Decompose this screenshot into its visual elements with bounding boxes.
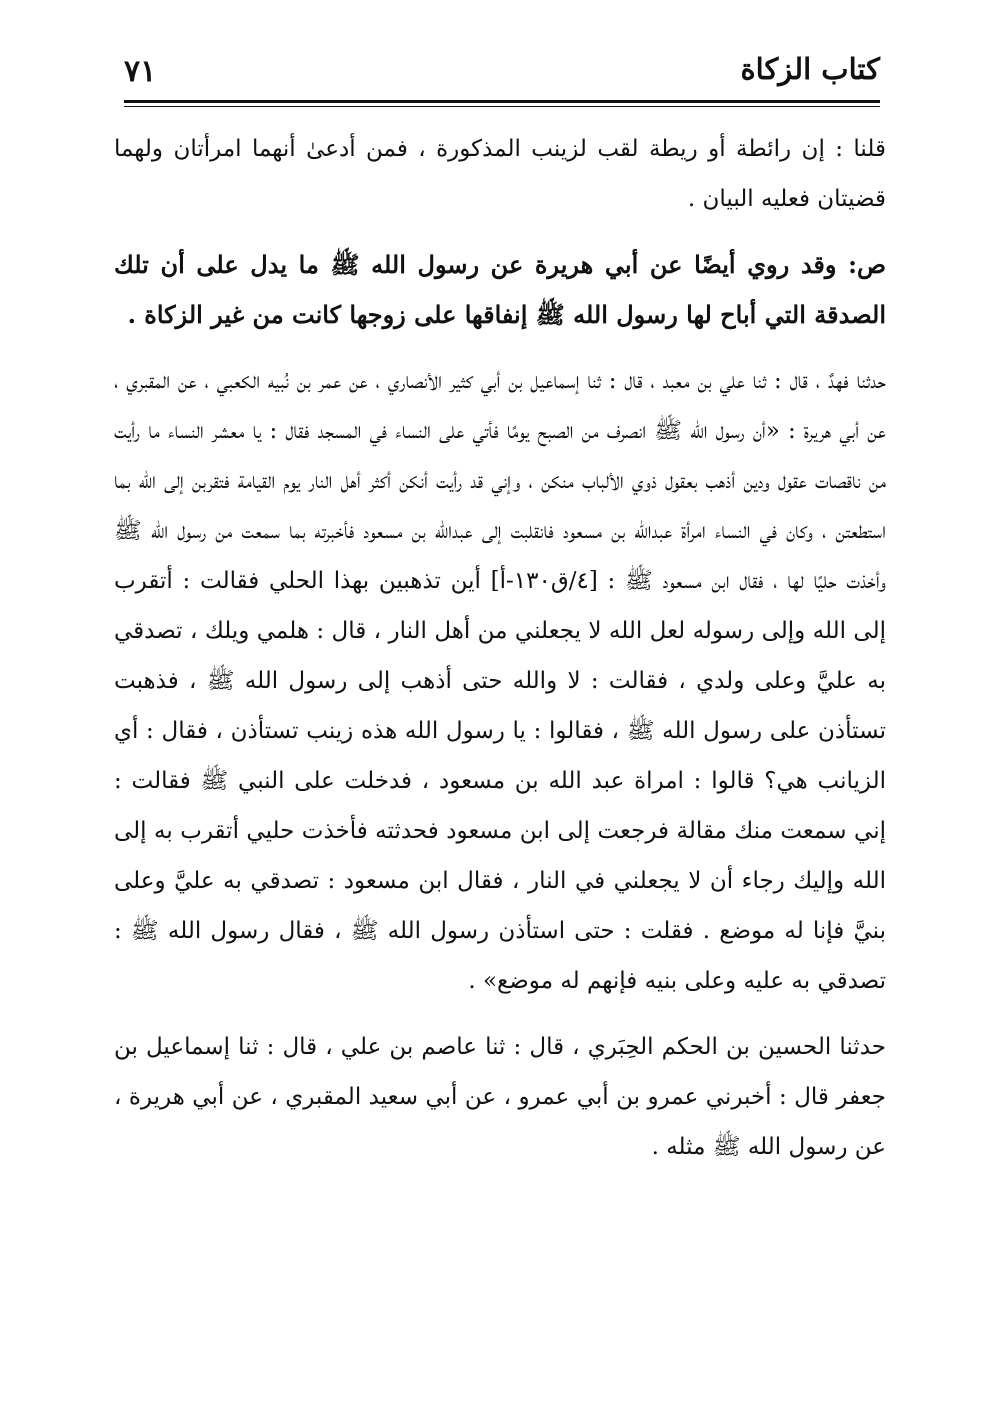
paragraph-hadith-chain-1: حدثنا فهدٌ ، قال : ثنا علي بن معبد ، قال : ثنا إسماعيل بن أبي كثير الأنصاري ، عن عمر بن نُبيه الكعبي ، عن المقبري ، عن أبي هريرة : «أن رسول الله ﷺ انصرف من الصبح يومًا فأتي على النساء في المسجد فقال : يا معشر النساء ما رأيت من ناقصات عقول ودين أذهب بعقول ذوي الألباب منكن ، وإني قد رأيت أنكن أكثر أهل النار يوم القيامة فتقربن إلى الله بما استطعتن ، وكان في النساء امرأة عبدالله بن مسعود فانقلبت إلى عبدالله بن مسعود فأخبرته بما سمعت من رسول الله ﷺ وأخذت حليًا لها ، فقال ابن مسعود ﷺ : [٤/ق١٣٠-أ] أين تذهبين بهذا الحلي فقالت : أتقرب إلى الله وإلى رسوله لعل الله لا يجعلني من أهل النار ، قال : هلمي ويلك ، تصدقي به عليَّ وعلى ولدي ، فقالت : لا والله حتى أذهب إلى رسول الله ﷺ ، فذهبت تستأذن على رسول الله ﷺ ، فقالوا : يا رسول الله هذه زينب تستأذن ، فقال : أي الزيانب هي؟ قالوا : امراة عبد الله بن مسعود ، فدخلت على النبي ﷺ فقالت : إني سمعت منك مقالة فرجعت إلى ابن مسعود فحدثته فأخذت حليي أتقرب به إلى الله وإليك رجاء أن لا يجعلني في النار ، فقال ابن مسعود : تصدقي به عليَّ وعلى بنيَّ فإنا له موضع . فقلت : حتى استأذن رسول الله ﷺ ، فقال رسول الله ﷺ : تصدقي به عليه وعلى بنيه فإنهم له موضع» . [114, 368, 886, 994]
body-text [114, 124, 886, 1188]
header-rule-thin [124, 106, 880, 107]
running-title: كتاب الزكاة [740, 52, 880, 86]
paragraph-text-statement [114, 240, 886, 340]
header-rule-thick [124, 100, 880, 103]
page-header [124, 50, 880, 102]
paragraph-statement-body: وقد روي أيضًا عن أبي هريرة عن رسول الله ﷺ ما يدل على أن تلك الصدقة التي أباح لها رسول الله ﷺ إنفاقها على زوجها كانت من غير الزكاة . [114, 250, 886, 329]
paragraph-hadith-chain-2: حدثنا الحسين بن الحكم الحِبَري ، قال : ثنا عاصم بن علي ، قال : ثنا إسماعيل بن جعفر قال : أخبرني عمرو بن أبي عمرو ، عن أبي سعيد المقبري ، عن أبي هريرة ، عن رسول الله ﷺ مثله . [114, 1034, 886, 1160]
paragraph-lead: ص: [848, 250, 886, 279]
page-number: ٧١ [124, 54, 157, 89]
paragraph-commentary: قلنا : إن رائطة أو ريطة لقب لزينب المذكورة ، فمن أدعىٰ أنهما امرأتان ولهما قضيتان فعليه البيان . [114, 136, 886, 212]
